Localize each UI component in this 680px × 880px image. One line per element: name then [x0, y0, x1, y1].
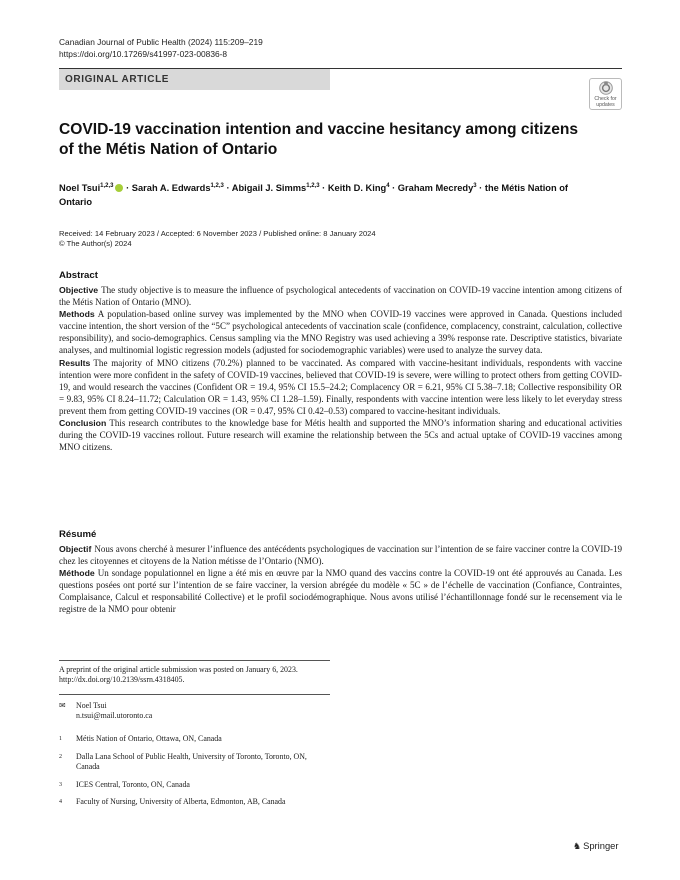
- corresponding-email[interactable]: n.tsui@mail.utoronto.ca: [76, 711, 153, 721]
- footnote-rule: [59, 660, 330, 661]
- journal-citation: [59, 37, 263, 60]
- footnote-rule: [59, 694, 330, 695]
- section-label: Méthode: [59, 568, 95, 579]
- author-name[interactable]: the Métis Nation of: [484, 183, 569, 193]
- section-label: Objective: [59, 285, 99, 295]
- author-name[interactable]: Sarah A. Edwards: [131, 183, 211, 193]
- abstract-objective: Objective The study objective is to measure the influence of psychological antecedents of vaccination on COVID-19 vaccine intention among citizens of the Métis Nation of Ontario (MNO).: [59, 285, 622, 308]
- author-affiliation: 1,2,3: [100, 183, 114, 189]
- copyright-line: © The Author(s) 2024: [59, 239, 132, 248]
- abstract-body: [59, 284, 622, 453]
- abstract-results: Results The majority of MNO citizens (70.2%) planned to be vaccinated. As compared with vaccine-hesitant individuals, respondents with vaccine intention were more confident in the safety of COVID-19 vaccines, believed that COVID-19 is severe, were willing to protect others from getting COVID-19, and would research the vaccines (Confident OR = 19.4, 95% CI 15.5–24.2; Complacency OR = 6.21, 95% CI 5.38–7.18; Collective responsibility OR = 9.83, 95% CI 8.24–11.72; Calculation OR = 1.43, 95% CI 1.28–1.59). Finally, respondents with vaccine intention were less likely to let everyday stress prevent them from getting COVID-19 vaccines (OR = 0.47, 95% CI 0.42–0.53) compared to vaccine-hesitant individuals.: [59, 357, 622, 416]
- journal-volume-line: Canadian Journal of Public Health (2024) 115:209–219: [59, 37, 263, 47]
- check-for-updates-badge[interactable]: [589, 78, 622, 110]
- author-affiliation: 1,2,3: [210, 183, 224, 189]
- preprint-note: A preprint of the original article submission was posted on January 6, 2023. http://dx.doi.org/10.2139/ssrn.4318405.: [59, 665, 298, 685]
- author-name[interactable]: Abigail J. Simms: [231, 183, 307, 193]
- author-name[interactable]: Noel Tsui: [59, 183, 101, 193]
- springer-horse-icon: ♞: [573, 842, 582, 852]
- orcid-icon[interactable]: [115, 184, 123, 192]
- resume-objectif: Objectif Nous avons cherché à mesurer l’influence des antécédents psychologiques de vaccination sur l’intention de se faire vacciner contre la COVID-19 chez les citoyennes et citoyens de la Nation métisse de l’Ontario (NMO).: [59, 544, 622, 567]
- publication-dates: [59, 229, 376, 249]
- author-name[interactable]: Keith D. King: [327, 183, 387, 193]
- section-label: Methods: [59, 309, 95, 320]
- envelope-icon: ✉: [59, 701, 66, 710]
- abstract-heading: Abstract: [59, 270, 98, 281]
- abstract-conclusion: Conclusion This research contributes to the knowledge base for Métis health and supported the MNO’s information sharing and educational activities during the COVID-19 vaccines rollout. Future research will examine the relationship between the 5Cs and actual uptake of COVID-19 vaccines among MNO citizens.: [59, 418, 622, 453]
- section-label: Results: [59, 357, 91, 368]
- article-title: COVID-19 vaccination intention and vaccine hesitancy among citizens of the Métis Nation of Ontario: [59, 121, 579, 158]
- resume-methode: Méthode Un sondage populationnel en ligne a été mis en œuvre par la NMO quand des vaccins contre la COVID-19 ont été approuvés au Canada. Les questions posées ont porté sur l’intention de se faire vacciner, la version abrégée du modèle « 5C » de l’échelle de vaccination (Confiance, Contraintes, Complaisance, Calcul et responsabilité Collective) et le profil sociodémographique. Nous avons utilisé l’échantillonnage fondé sur le recensement via le registre de la NMO pour obtenir: [59, 568, 622, 615]
- publisher-name: Springer: [583, 840, 619, 851]
- doi-link[interactable]: https://doi.org/10.17269/s41997-023-00836-8: [59, 48, 228, 59]
- author-affiliation: 3: [473, 183, 477, 189]
- abstract-methods: Methods A population-based online survey was implemented by the MNO when COVID-19 vaccines were approved in Canada. Questions included vaccine intention, the short version of the “5C” psychological antecedents of vaccination scale (confidence, complacency, constraint, calculation, collective responsibility), and socio-demographics. Census sampling via the MNO Registry was used achieving a 39% response rate. Descriptive statistics, bivariate analyses, and multinomial logistic regression models (adjusted for sociodemographic variables) were used to analyze the survey data.: [59, 309, 622, 356]
- publisher-logo: [573, 840, 619, 852]
- author-affiliation: 4: [386, 183, 390, 189]
- corresponding-name: Noel Tsui: [76, 701, 107, 710]
- resume-heading: Résumé: [59, 529, 97, 540]
- section-label: Conclusion: [59, 418, 107, 429]
- resume-body: [59, 543, 622, 616]
- section-label: Objectif: [59, 544, 92, 554]
- article-type-banner: ORIGINAL ARTICLE: [59, 69, 330, 90]
- check-updates-icon: [599, 81, 613, 95]
- author-name[interactable]: Graham Mecredy: [397, 183, 474, 193]
- author-affiliation: 1,2,3: [306, 183, 320, 189]
- author-name[interactable]: Ontario: [59, 197, 93, 207]
- author-list: Noel Tsui$^{1,2,3}$ · Sarah A. Edwards$^{1,2,3}$ · Abigail J. Simms$^{1,2,3}$ · Keith D. King$^4$ · Graham Mecredy$^3$ · the Métis Nation of Ontario: [59, 183, 569, 207]
- check-updates-label: Check for updates: [594, 96, 617, 108]
- dates-line: Received: 14 February 2023 / Accepted: 6 November 2023 / Published online: 8 January 2024: [59, 229, 376, 238]
